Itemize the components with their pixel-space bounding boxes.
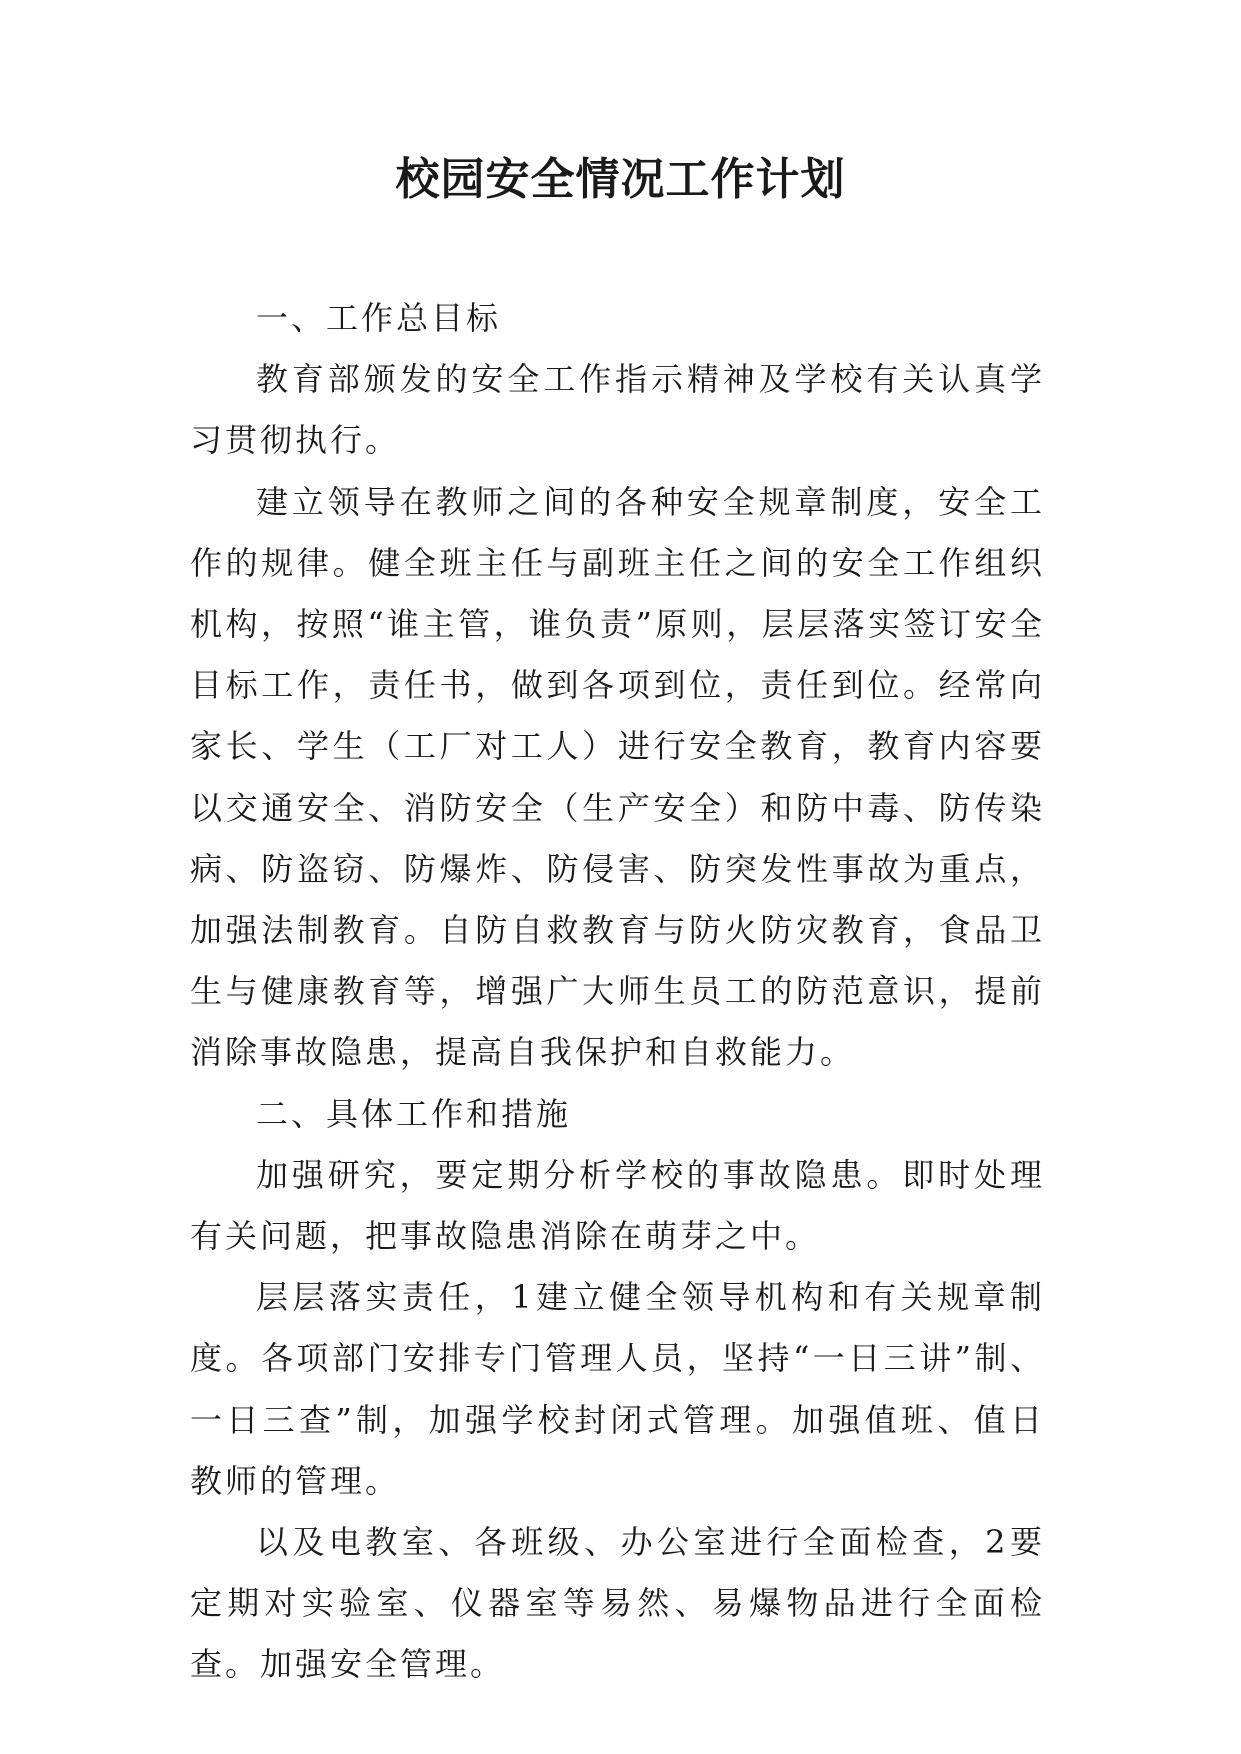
section-heading-measures: 二、具体工作和措施 <box>256 1094 572 1133</box>
document-body <box>190 288 1045 1696</box>
paragraph: 层层落实责任，1建立健全领导机构和有关规章制度。各项部门安排专门管理人员，坚持“一日三讲”制、一日三查”制，加强学校封闭式管理。加强值班、值日教师的管理。 <box>190 1278 1045 1500</box>
paragraph: 以及电教室、各班级、办公室进行全面检查，2要定期对实验室、仪器室等易然、易爆物品进行全面检查。加强安全管理。 <box>190 1523 1045 1684</box>
paragraph: 教育部颁发的安全工作指示精神及学校有关认真学习贯彻执行。 <box>190 360 1045 460</box>
paragraph: 加强研究，要定期分析学校的事故隐患。即时处理有关问题，把事故隐患消除在萌芽之中。 <box>190 1155 1045 1256</box>
document-title: 校园安全情况工作计划 <box>395 154 846 205</box>
paragraph: 建立领导在教师之间的各种安全规章制度，安全工作的规律。健全班主任与副班主任之间的安全工作组织机构，按照“谁主管，谁负责”原则，层层落实签订安全目标工作，责任书，做到各项到位，责任到位。经常向家长、学生（工厂对工人）进行安全教育，教育内容要以交通安全、消防安全（生产安全）和防中毒、防传染病、防盗窃、防爆炸、防侵害、防突发性事故为重点，加强法制教育。自防自救教育与防火防灾教育，食品卫生与健康教育等，增强广大师生员工的防范意识，提前消除事故隐患，提高自我保护和自救能力。 <box>190 482 1045 1072</box>
section-heading-goals: 一、工作总目标 <box>256 299 502 337</box>
